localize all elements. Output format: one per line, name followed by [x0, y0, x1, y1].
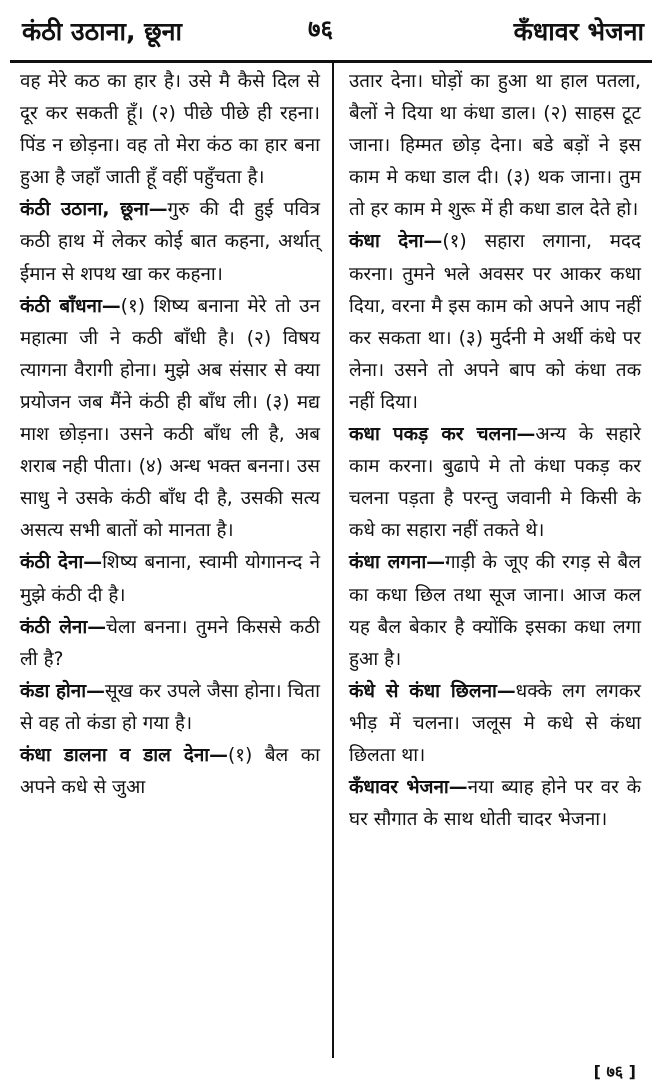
entry-kanda-hona: [20, 676, 320, 740]
page-number: ७६: [308, 15, 333, 43]
entry-term: कंडा होना—: [20, 680, 105, 702]
entry-kandha-pakad: [349, 419, 641, 547]
entry-term: कंठी देना—: [20, 552, 103, 574]
entry-kanthi-lena: [20, 612, 320, 676]
entry-term: कंधा देना—: [349, 231, 443, 253]
page-header: [0, 0, 658, 62]
entry-term: कंठी लेना—: [20, 616, 106, 638]
entry-definition: धक्के लग लगकर भीड़ में चलना। जलूस मे कधे से कंधा छिलता था।: [349, 680, 641, 766]
entry-kandhe-se-kandha: [349, 676, 641, 772]
left-column: [20, 66, 320, 804]
entry-kanthi-uthana: [20, 194, 320, 290]
entry-term: कंधा डालना व डाल देना—: [20, 744, 228, 766]
header-rule: [10, 60, 652, 63]
entry-term: कधा पकड़ कर चलना—: [349, 424, 536, 446]
entry-kandha-dena: [349, 226, 641, 419]
entry-kandha-lagna: [349, 547, 641, 675]
entry-definition: (१) सहारा लगाना, मदद करना। तुमने भले अवसर पर आकर कधा दिया, वरना मै इस काम को अपने आप नहीं कर सकता था। (३) मुर्दनी मे अर्थी कंधे पर लेना। उसने तो अपने बाप को कंधा तक नहीं दिया।: [349, 231, 641, 413]
entry-definition: सूख कर उपले जैसा होना। चिता से वह तो कंडा हो गया है।: [20, 680, 321, 734]
column-divider: [332, 63, 334, 1058]
entry-definition: वह मेरे कठ का हार है। उसे मै कैसे दिल से दूर कर सकती हूँ। (२) पीछे पीछे ही रहना। पिंड न छोड़ना। वह तो मेरा कंठ का हार बना हुआ है जहाँ जाती हूँ वहीं पहुँचता है।: [20, 71, 320, 189]
entry-kandha-dalna: [20, 740, 320, 804]
entry-continuation: [20, 66, 320, 194]
entry-term: कंधा लगना—: [349, 552, 445, 574]
running-head-right: कँधावर भेजना: [513, 17, 644, 46]
entry-term: कँधावर भेजना—: [349, 777, 468, 799]
entry-definition: (१) शिष्य बनाना मेरे तो उन महात्मा जी ने कठी बाँधी है। (२) विषय त्यागना वैरागी होना। मुझे अब संसार से क्या प्रयोजन जब मैंने कंठी ही बाँध ली। (३) मद्य माश छोड़ना। उसने कठी बाँध ली है, अब शराब नही पीता। (४) अन्ध भक्त बनना। उस साधु ने उसके कंठी बाँध दी है, उसकी सत्य असत्य सभी बातों को मानता है।: [20, 295, 321, 542]
right-column: [349, 66, 641, 836]
entry-kanthi-bandhna: [20, 291, 320, 548]
entry-term: कंधे से कंधा छिलना—: [349, 680, 516, 702]
entry-definition: उतार देना। घोड़ों का हुआ था हाल पतला, बैलों ने दिया था कंधा डाल। (२) साहस टूट जाना। हिम्मत छोड़ देना। बडे बड़ों ने इस काम मे कधा डाल दी। (३) थक जाना। तुम तो हर काम मे शुरू में ही कधा डाल देते हो।: [349, 71, 641, 221]
entry-definition: गुरु की दी हुई पवित्र कठी हाथ में लेकर कोई बात कहना, अर्थात् ईमान से शपथ खा कर कहना।: [20, 199, 320, 285]
footer-signature: [ ७६ ]: [593, 1062, 636, 1081]
entry-definition: गाड़ी के जूए की रगड़ से बैल का कधा छिल तथा सूज जाना। आज कल यह बैल बेकार है क्योंकि इसका कधा लगा हुआ है।: [349, 552, 641, 670]
entry-kanthi-dena: [20, 547, 320, 611]
entry-continuation: [349, 66, 641, 226]
running-head-left: कंठी उठाना, छूना: [22, 17, 183, 46]
entry-definition: (१) बैल का अपने कधे से जुआ: [20, 744, 321, 799]
entry-term: कंठी उठाना, छूना—: [20, 199, 168, 221]
entry-definition: शिष्य बनाना, स्वामी योगानन्द ने मुझे कंठी दी है।: [20, 552, 321, 606]
entry-definition: नया ब्याह होने पर वर के घर सौगात के साथ धोती चादर भेजना।: [349, 777, 641, 831]
entry-definition: अन्य के सहारे काम करना। बुढापे मे तो कंधा पकड़ कर चलना पड़ता है परन्तु जवानी मे किसी के कधे का सहारा नहीं तकते थे।: [349, 424, 641, 542]
entry-term: कंठी बाँधना—: [20, 295, 121, 317]
entry-definition: चेला बनना। तुमने किससे कठी ली है?: [20, 616, 320, 670]
entry-kandhavar-bhejna: [349, 772, 641, 836]
